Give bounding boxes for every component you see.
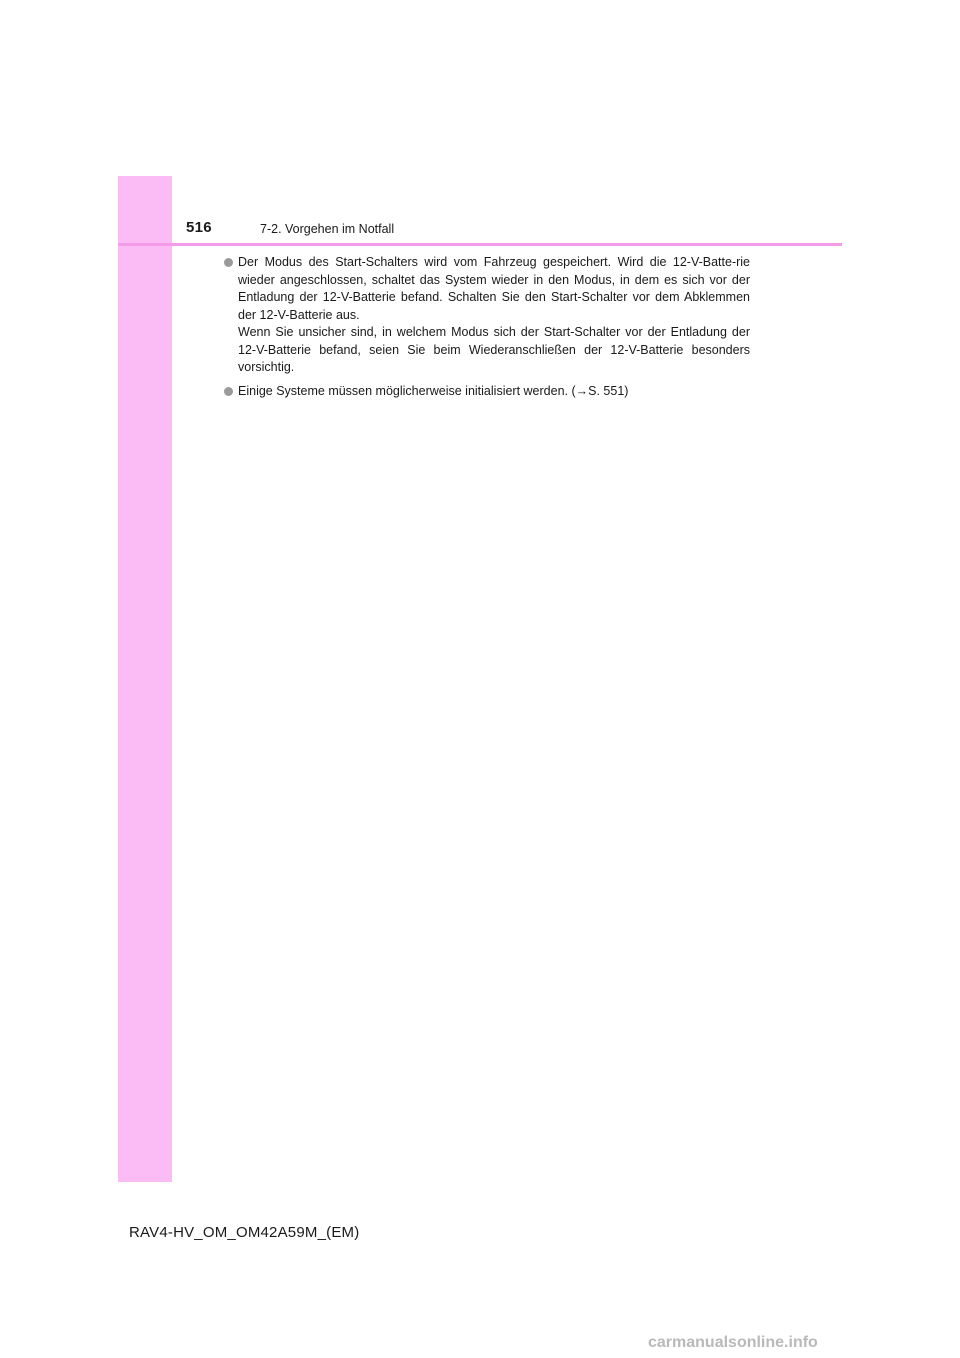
paragraph: Wenn Sie unsicher sind, in welchem Modus sich der Start-Schalter vor der Entladung der 12-V-Batterie befand, seien Sie beim Wiederanschließen der 12-V-Batterie besonders vorsichtig. (238, 325, 750, 374)
paragraph: Der Modus des Start-Schalters wird vom Fahrzeug gespeichert. Wird die 12-V-Batte-rie wieder angeschlossen, schaltet das System wieder in den Modus, in dem es sich vor der Entladung der 12-V-Batterie befand. Schalten Sie den Start-Schalter vor dem Abklemmen der 12-V-Batterie aus. (238, 255, 750, 322)
bullet-icon (224, 387, 233, 396)
content-body (224, 254, 750, 406)
side-color-bar (118, 176, 172, 1182)
page-number: 516 (186, 219, 212, 236)
bullet-icon (224, 258, 233, 267)
document-code: RAV4-HV_OM_OM42A59M_(EM) (129, 1224, 360, 1241)
list-item (224, 383, 750, 401)
section-title: 7-2. Vorgehen im Notfall (260, 222, 395, 236)
header-rule (118, 243, 842, 246)
paragraph: Einige Systeme müssen möglicherweise initialisiert werden. (→S. 551) (238, 383, 629, 398)
watermark: carmanualsonline.info (648, 1334, 818, 1351)
list-item (224, 254, 750, 377)
